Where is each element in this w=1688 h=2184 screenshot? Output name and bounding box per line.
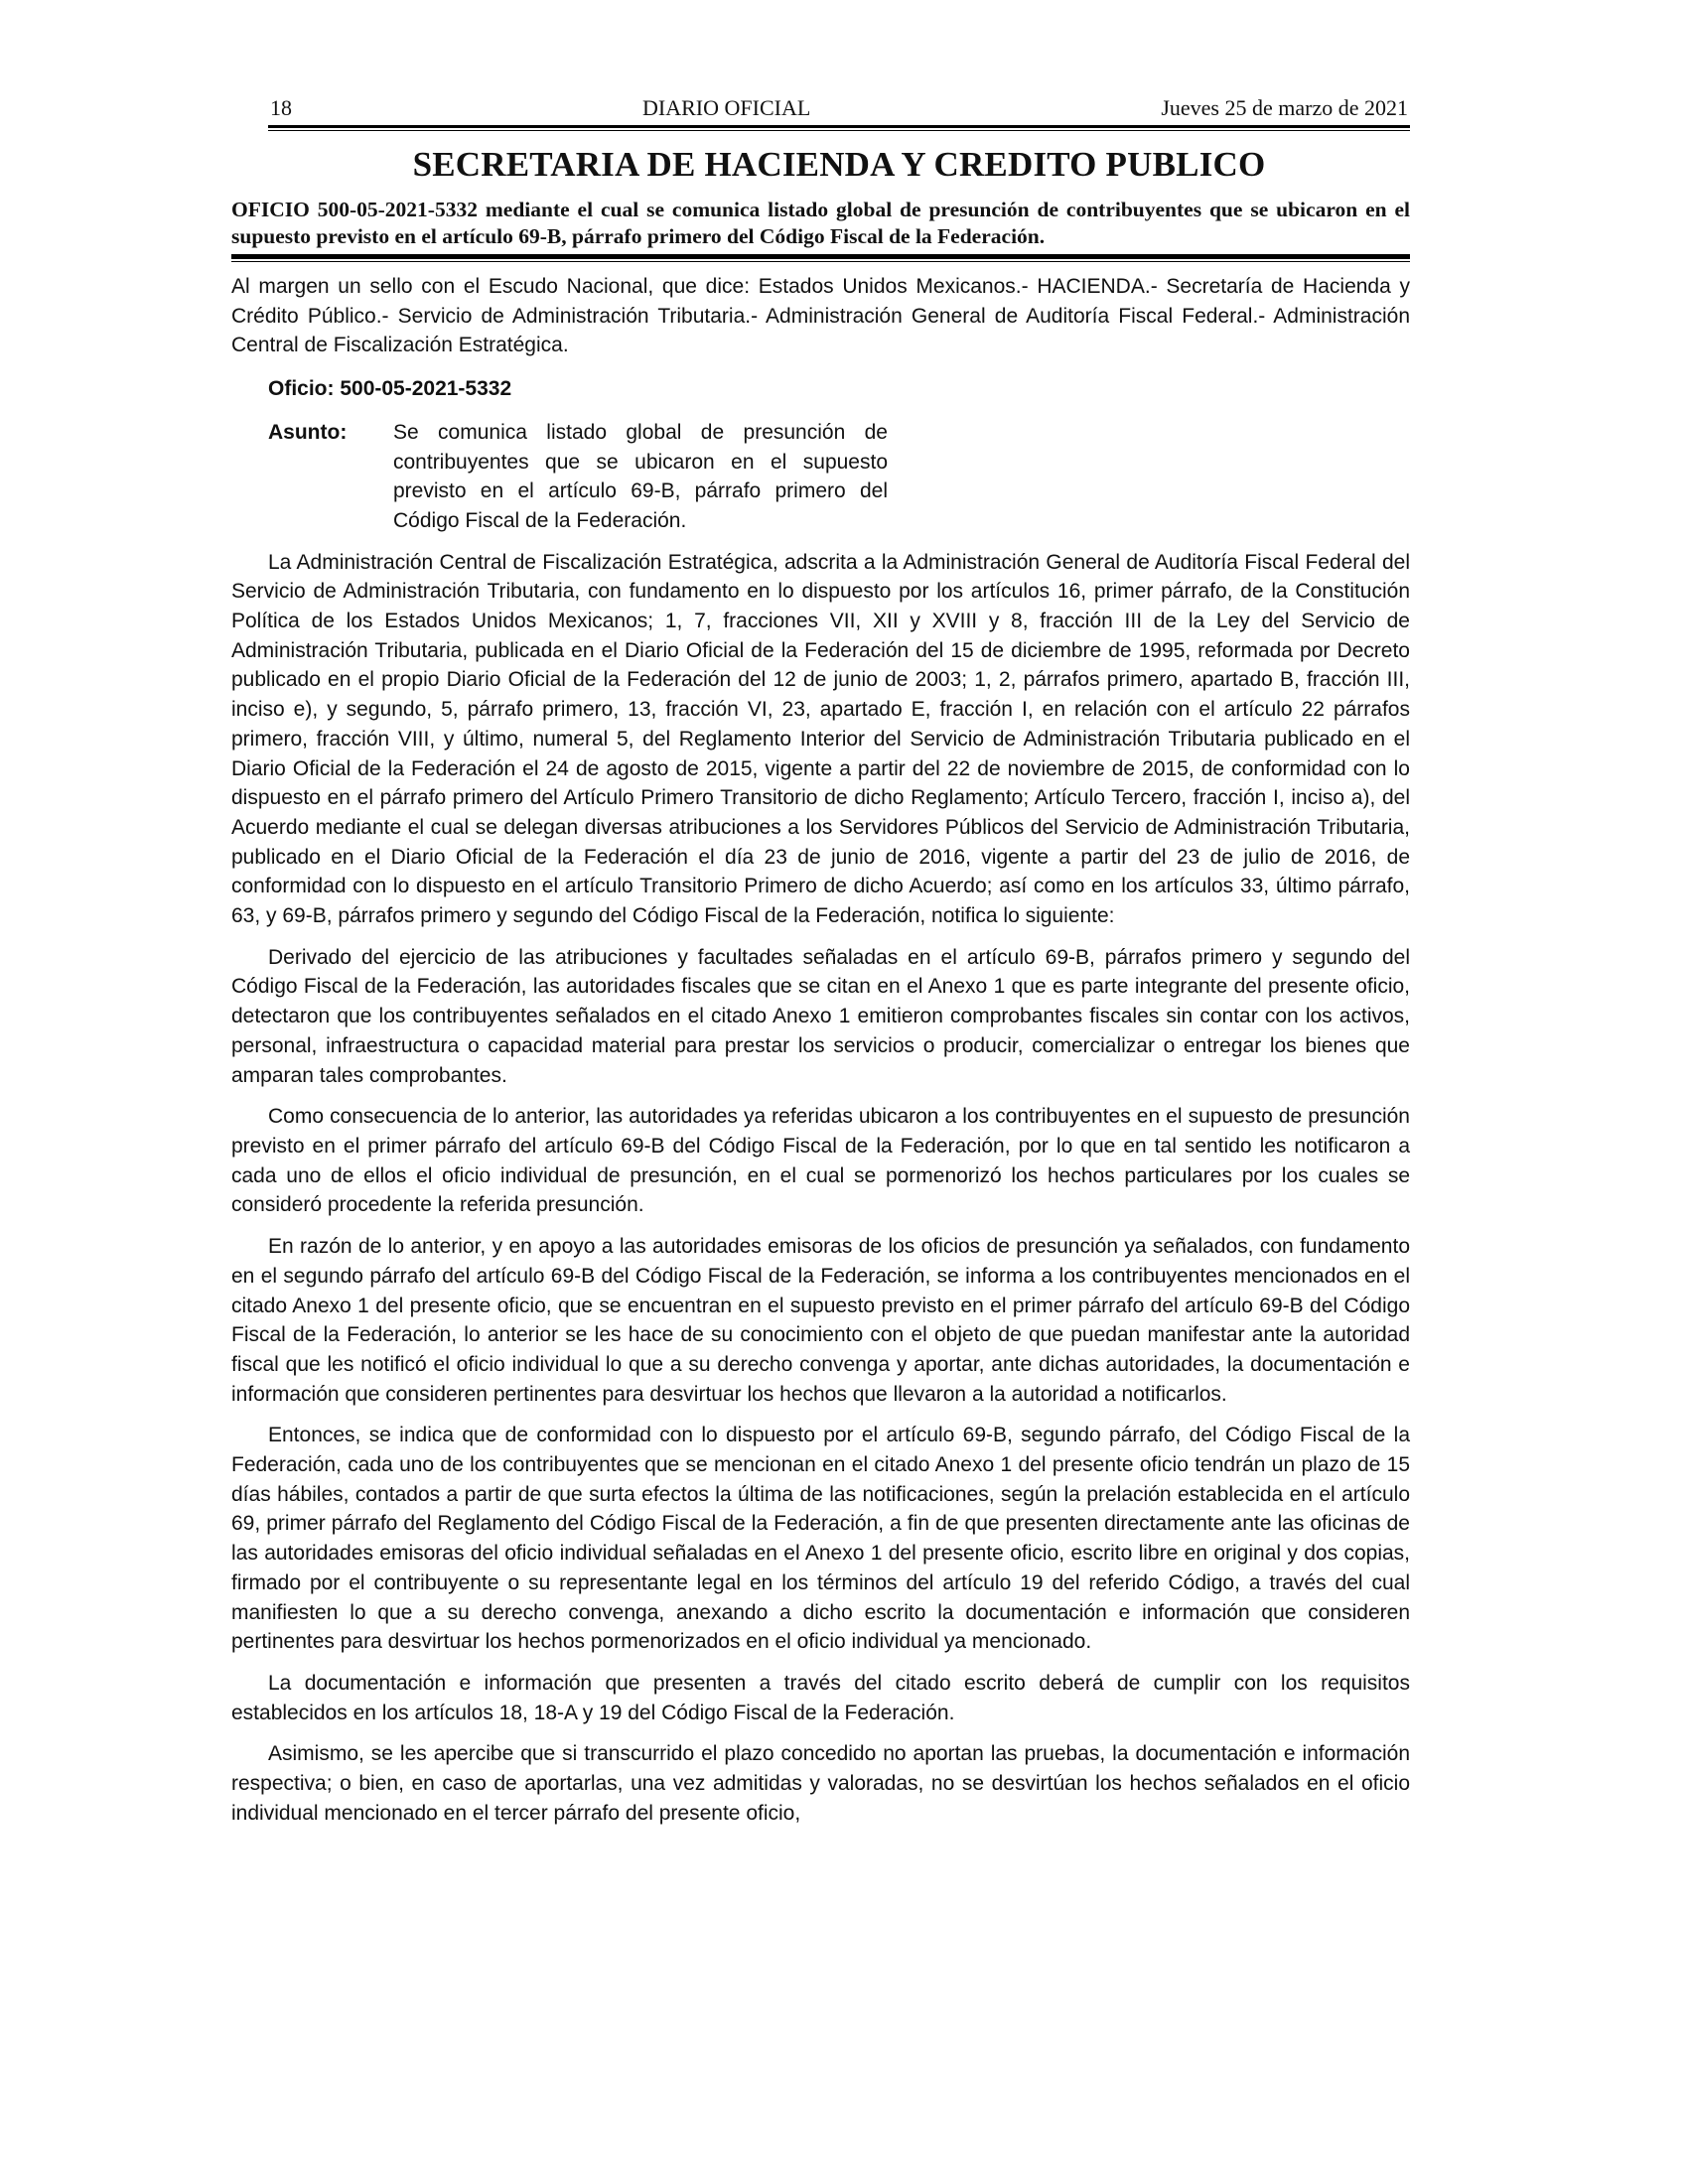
margin-note: Al margen un sello con el Escudo Nacional, que dice: Estados Unidos Mexicanos.- HACIENDA.- Secretaría de Hacienda y Crédito Público.- Servicio de Administración Tributaria.- Administración General de Auditoría Fiscal Federal.- Administración Central de Fiscalización Estratégica. [231,275,1410,357]
header-rule [268,125,1410,131]
body-paragraph: Derivado del ejercicio de las atribuciones y facultades señaladas en el artículo 69-B, párrafos primero y segundo del Código Fiscal de la Federación, las autoridades fiscales que se citan en el Anexo 1 que es parte integrante del presente oficio, detectaron que los contribuyentes señalados en el citado Anexo 1 emitieron comprobantes fiscales sin contar con los activos, personal, infraestructura o capacidad material para prestar los servicios o producir, comercializar o entregar los bienes que amparan tales comprobantes. [231,945,1410,1087]
document-title: OFICIO 500-05-2021-5332 mediante el cual se comunica listado global de presunción de contribuyentes que se ubicaron en el supuesto previsto en el artículo 69-B, párrafo primero del Código Fiscal de la Federación. [231,198,1410,248]
body-paragraph: Como consecuencia de lo anterior, las autoridades ya referidas ubicaron a los contribuyentes en el supuesto de presunción previsto en el primer párrafo del artículo 69-B del Código Fiscal de la Federación, por lo que en tal sentido les notificaron a cada uno de ellos el oficio individual de presunción, en el cual se pormenorizó los hechos particulares por los cuales se consideró procedente la referida presunción. [231,1105,1410,1217]
body-paragraph: La Administración Central de Fiscalización Estratégica, adscrita a la Administración General de Auditoría Fiscal Federal del Servicio de Administración Tributaria, con fundamento en lo dispuesto por los artículos 16, primer párrafo, de la Constitución Política de los Estados Unidos Mexicanos; 1, 7, fracciones VII, XII y XVIII y 8, fracción III de la Ley del Servicio de Administración Tributaria, publicada en el Diario Oficial de la Federación del 15 de diciembre de 1995, reformada por Decreto publicado en el propio Diario Oficial de la Federación del 12 de junio de 2003; 1, 2, párrafos primero, apartado B, fracción III, inciso e), y segundo, 5, párrafo primero, 13, fracción VI, 23, apartado E, fracción I, en relación con el artículo 22 párrafos primero, fracción VIII, y último, numeral 5, del Reglamento Interior del Servicio de Administración Tributaria publicado en el Diario Oficial de la Federación el 24 de agosto de 2015, vigente a partir del 22 de noviembre de 2015, de conformidad con lo dispuesto en el párrafo primero del Artículo Primero Transitorio de dicho Reglamento; Artículo Tercero, fracción I, inciso a), del Acuerdo mediante el cual se delegan diversas atribuciones a los Servidores Públicos del Servicio de Administración Tributaria, publicado en el Diario Oficial de la Federación el día 23 de junio de 2016, vigente a partir del 23 de julio de 2016, de conformidad con lo dispuesto en el artículo Transitorio Primero de dicho Acuerdo; así como en los artículos 33, último párrafo, 63, y 69-B, párrafos primero y segundo del Código Fiscal de la Federación, notifica lo siguiente: [231,550,1410,928]
department-heading: SECRETARIA DE HACIENDA Y CREDITO PUBLICO [412,145,1266,184]
document-page [231,95,1410,1840]
oficio-number: Oficio: 500-05-2021-5332 [268,377,512,401]
body-paragraph: Asimismo, se les apercibe que si transcurrido el plazo concedido no aportan las pruebas, la documentación e información respectiva; o bien, en caso de aportarlas, una vez admitidas y valoradas, no se desvirtúan los hechos señalados en el oficio individual mencionado en el tercer párrafo del presente oficio, [231,1742,1410,1825]
body-paragraph: La documentación e información que presenten a través del citado escrito deberá de cumplir con los requisitos establecidos en los artículos 18, 18-A y 19 del Código Fiscal de la Federación. [231,1671,1410,1724]
running-header [268,95,1410,125]
asunto-block [268,418,1410,536]
publication-name: DIARIO OFICIAL [642,95,811,120]
title-rule [231,254,1410,262]
page-number: 18 [270,95,292,120]
publication-date: Jueves 25 de marzo de 2021 [1161,95,1408,120]
body-paragraph: Entonces, se indica que de conformidad con lo dispuesto por el artículo 69-B, segundo párrafo, del Código Fiscal de la Federación, cada uno de los contribuyentes que se mencionan en el citado Anexo 1 del presente oficio tendrán un plazo de 15 días hábiles, contados a partir de que surta efectos la última de las notificaciones, según la prelación establecida en el artículo 69, primer párrafo del Reglamento del Código Fiscal de la Federación, a fin de que presenten directamente ante las oficinas de las autoridades emisoras del oficio individual señaladas en el Anexo 1 del presente oficio, escrito libre en original y dos copias, firmado por el contribuyente o su representante legal en los términos del artículo 19 del referido Código, a través del cual manifiesten lo que a su derecho convenga, anexando a dicho escrito la documentación e información que consideren pertinentes para desvirtuar los hechos pormenorizados en el oficio individual ya mencionado. [231,1424,1410,1654]
asunto-label: Asunto: [268,420,348,444]
body-paragraph: En razón de lo anterior, y en apoyo a las autoridades emisoras de los oficios de presunción ya señalados, con fundamento en el segundo párrafo del artículo 69-B del Código Fiscal de la Federación, se informa a los contribuyentes mencionados en el citado Anexo 1 del presente oficio, que se encuentran en el supuesto previsto en el primer párrafo del artículo 69-B del Código Fiscal de la Federación, lo anterior se les hace de su conocimiento con el objeto de que puedan manifestar ante la autoridad fiscal que les notificó el oficio individual lo que a su derecho convenga y aportar, ante dichas autoridades, la documentación e información que consideren pertinentes para desvirtuar los hechos que llevaron a la autoridad a notificarlos. [231,1235,1410,1406]
asunto-text: Se comunica listado global de presunción de contribuyentes que se ubicaron en el supuesto previsto en el artículo 69-B, párrafo primero del Código Fiscal de la Federación. [393,420,888,532]
